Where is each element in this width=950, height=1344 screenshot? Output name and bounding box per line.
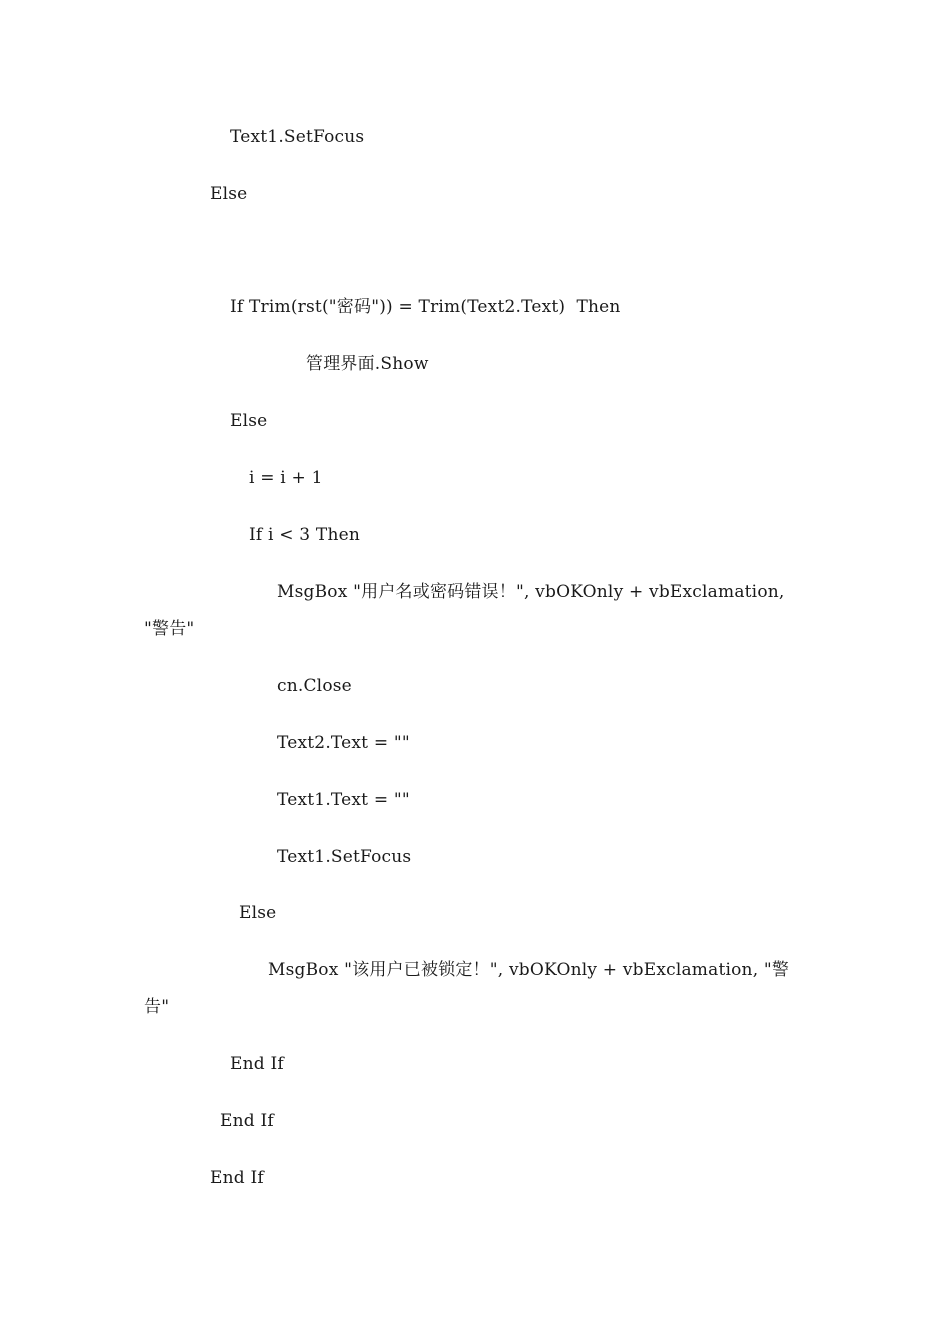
code-line: Text2.Text = "" xyxy=(277,733,410,753)
code-line: End If xyxy=(210,1168,264,1188)
code-line: If Trim(rst("密码")) = Trim(Text2.Text) Then xyxy=(230,297,621,317)
code-line: 告" xyxy=(144,997,170,1017)
code-line: Text1.SetFocus xyxy=(230,127,365,147)
code-line: If i < 3 Then xyxy=(249,525,361,545)
code-line: End If xyxy=(230,1054,284,1074)
code-line: Text1.Text = "" xyxy=(277,790,410,810)
code-line: Else xyxy=(210,184,248,204)
code-line: Else xyxy=(230,411,268,431)
code-line: Text1.SetFocus xyxy=(277,847,412,867)
code-line: MsgBox "用户名或密码错误！", vbOKOnly + vbExclamation, xyxy=(277,582,785,602)
code-line: Else xyxy=(239,903,277,923)
code-line: MsgBox "该用户已被锁定！", vbOKOnly + vbExclamation, "警 xyxy=(268,960,790,980)
code-line: "警告" xyxy=(144,619,195,639)
code-line: 管理界面.Show xyxy=(306,354,429,374)
code-line: End If xyxy=(220,1111,274,1131)
code-line: i = i + 1 xyxy=(249,468,323,488)
code-line: cn.Close xyxy=(277,676,352,696)
